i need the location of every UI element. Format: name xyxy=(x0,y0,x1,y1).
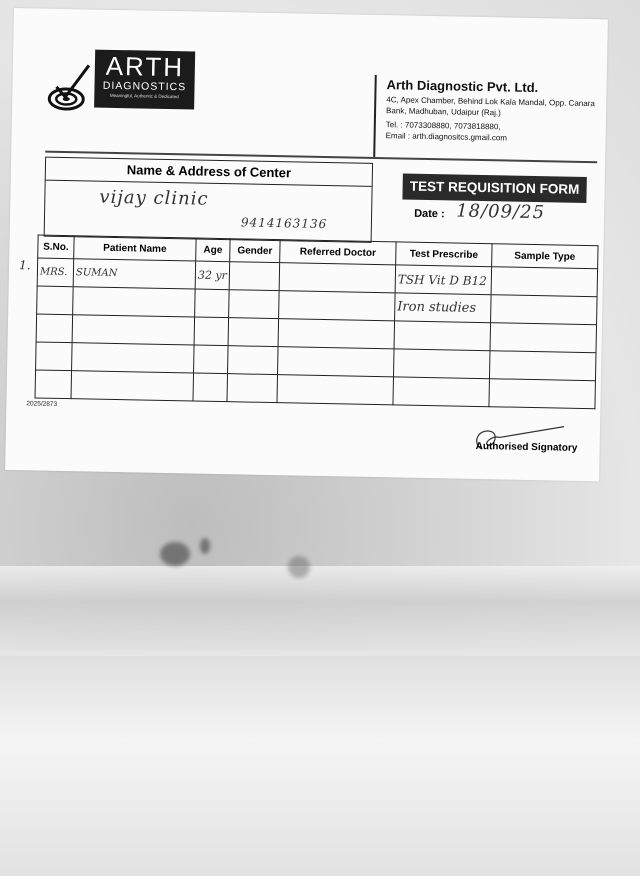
scan-stain xyxy=(288,556,310,578)
patient-name-cell: SUMAN xyxy=(73,259,196,289)
test-cell xyxy=(393,349,490,379)
row-number-handwritten: 1. xyxy=(18,258,31,273)
column-header: S.No. xyxy=(38,235,74,259)
logo-tagline: Meaningful, Authentic & Dedicated xyxy=(109,92,179,100)
date-value-handwritten: 18/09/25 xyxy=(455,200,546,224)
doctor-cell xyxy=(279,263,396,293)
doctor-cell xyxy=(277,375,394,405)
company-address: 4C, Apex Chamber, Behind Lok Kala Mandal, Opp. Canara Bank, Madhuban, Udaipur (Raj.) xyxy=(386,95,595,117)
logo-target-check-icon xyxy=(46,61,91,118)
header-divider xyxy=(373,75,377,157)
sno-cell xyxy=(36,342,73,371)
scan-lower-area xyxy=(0,650,640,876)
sample-cell xyxy=(491,267,598,297)
center-title: Name & Address of Center xyxy=(46,158,372,187)
gender-cell xyxy=(229,262,280,291)
sno-cell xyxy=(36,314,73,343)
scan-stain xyxy=(160,542,190,566)
signature-label: Authorised Signatory xyxy=(475,440,578,454)
requisition-form-sheet xyxy=(5,8,608,481)
column-header: Age xyxy=(196,238,230,262)
column-header: Referred Doctor xyxy=(280,240,396,265)
gender-cell xyxy=(227,374,278,403)
gender-cell xyxy=(229,290,280,319)
sample-cell xyxy=(491,295,598,325)
doctor-cell xyxy=(278,347,395,377)
logo-subtitle: DIAGNOSTICS xyxy=(102,79,187,94)
logo-name: ARTH xyxy=(105,50,185,83)
company-tel: Tel. : 7073308880, 7073818880, xyxy=(385,120,501,132)
date-label: Date : xyxy=(414,207,445,221)
test-cell: TSH Vit D B12 xyxy=(395,265,492,295)
age-cell: 32 yr xyxy=(195,261,230,290)
sample-cell xyxy=(489,351,596,381)
gender-cell xyxy=(228,318,279,347)
sample-cell xyxy=(490,323,597,353)
company-email: Email : arth.diagnositcs.gmail.com xyxy=(385,130,508,142)
sno-cell: MRS. xyxy=(37,258,74,287)
gender-cell xyxy=(228,346,279,375)
doctor-cell xyxy=(279,291,396,321)
center-phone-handwritten: 9414163136 xyxy=(240,215,328,232)
form-title: TEST REQUISITION FORM xyxy=(402,173,586,203)
sno-cell xyxy=(37,286,74,315)
age-cell xyxy=(194,345,229,374)
column-header: Test Prescribe xyxy=(396,242,492,267)
age-cell xyxy=(194,317,229,346)
patient-name-cell xyxy=(73,287,196,317)
test-cell xyxy=(394,321,491,351)
patient-table xyxy=(35,234,599,409)
sample-cell xyxy=(489,379,596,409)
age-cell xyxy=(193,373,228,402)
test-cell: Iron studies xyxy=(395,293,492,323)
scan-stain xyxy=(200,538,210,554)
center-name-handwritten: vijay clinic xyxy=(99,186,209,210)
patient-name-cell xyxy=(72,343,195,373)
company-name: Arth Diagnostic Pvt. Ltd. xyxy=(386,77,539,96)
patient-name-cell xyxy=(71,371,194,401)
sno-cell xyxy=(35,370,72,399)
column-header: Sample Type xyxy=(492,244,598,269)
test-cell xyxy=(393,377,490,407)
company-info xyxy=(386,77,602,145)
patient-name-cell xyxy=(72,315,195,345)
logo xyxy=(94,50,195,110)
column-header: Gender xyxy=(230,239,280,263)
form-code: 2025/2873 xyxy=(26,400,58,408)
center-box xyxy=(44,157,373,243)
scan-smear xyxy=(0,566,640,656)
column-header: Patient Name xyxy=(74,236,196,261)
doctor-cell xyxy=(278,319,395,349)
age-cell xyxy=(195,289,230,318)
